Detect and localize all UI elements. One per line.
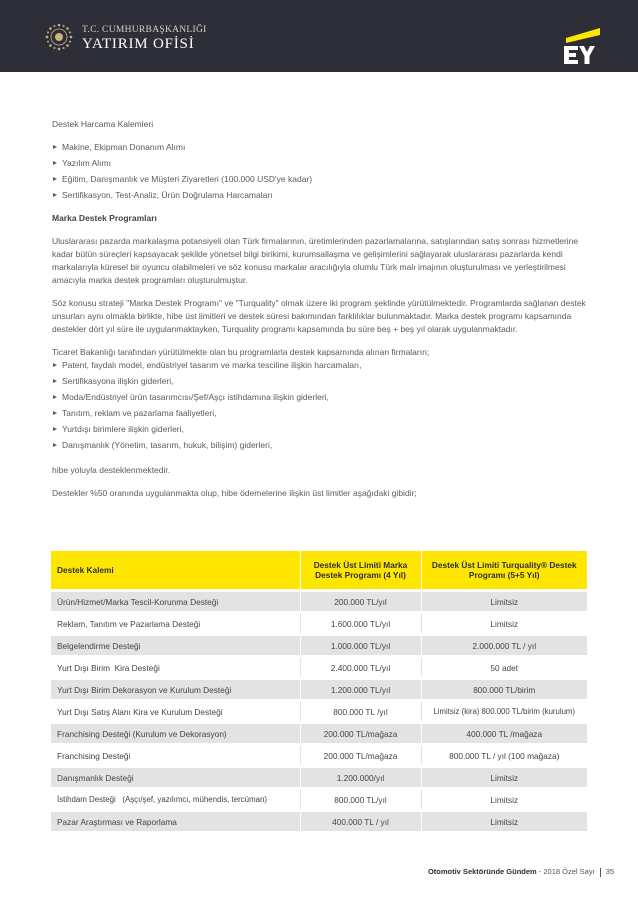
table-row [51, 657, 587, 679]
cell-turquality-limit: Limitsiz [421, 811, 587, 832]
cell-brand-limit: 400.000 TL / yıl [300, 811, 421, 832]
table-row [51, 679, 587, 701]
cell-support-item: Pazar Araştırması ve Raporlama [51, 811, 300, 832]
paragraph-strategy: Söz konusu strateji "Marka Destek Programı" ve "Turquality" olmak üzere iki program şeklinde yürütülmektedir. Programlarda sağlanan destek unsurları aynı olmakla birlikte, hibe üst limitleri ve destek süresi bakımından farklılıklar bulunmaktadır. Marka destek programı kapsamında destekler dört yıl süre ile uygulanmaktayken, Turquality programı kapsamında bu süre beş + beş yıl olarak uygulanmaktadır. [52, 298, 586, 334]
support-item: Patent, faydalı model, endüstriyel tasarım ve marka tesciline ilişkin harcamaları, [52, 359, 592, 372]
cell-support-item: Reklam, Tanıtım ve Pazarlama Desteği [51, 613, 300, 635]
expenses-title: Destek Harcama Kalemleri [52, 119, 154, 129]
footer-title: Otomotiv Sektöründe Gündem [427, 867, 537, 876]
page-number: 35 [605, 867, 614, 876]
paragraph-intro: Uluslararası pazarda markalaşma potansiyeli olan Türk firmalarının, üretimlerinden pazarlamalarına, satışlarından satış sonrası hizmetlerine kadar bütün süreçleri kapsayacak şekilde yönetsel bilgi birikimi, kurumsallaşma ve gelişimlerini sağlayarak uluslararası pazarlarda kendi markalarıyla küresel bir oyuncu olabilmeleri ve söz konusu markalar aracılığıyla olumlu Türk malı imajının oluşturulması ve yerleştirilmesi amacıyla marka destek programları oluşturulmuştur. [52, 236, 579, 285]
cell-brand-limit: 200.000 TL/mağaza [300, 745, 421, 767]
cell-turquality-limit: Limitsiz [421, 789, 587, 811]
cell-support-item: Yurt Dışı Birim Dekorasyon ve Kurulum Desteği [51, 679, 300, 701]
cell-brand-limit: 1.200.000 TL/yıl [300, 679, 421, 701]
table-row [51, 745, 587, 767]
table-row [51, 789, 587, 811]
cell-turquality-limit: Limitsiz [421, 767, 587, 789]
cell-brand-limit: 200.000 TL/yıl [300, 591, 421, 613]
cell-support-item: Ürün/Hizmet/Marka Tescil-Korunma Desteği [51, 591, 300, 613]
cell-turquality-limit: Limitsiz [421, 591, 587, 613]
cell-support-item: Yurt Dışı Birim Kira Desteği [51, 657, 300, 679]
footer-divider [600, 868, 601, 877]
table-header-row [51, 551, 587, 591]
table-row [51, 701, 587, 723]
cell-turquality-limit: 800.000 TL/birim [421, 679, 587, 701]
table-row [51, 613, 587, 635]
support-item: Sertifikasyona ilişkin giderleri, [52, 375, 592, 388]
table-row [51, 591, 587, 613]
cell-turquality-limit: 50 adet [421, 657, 587, 679]
support-item: Moda/Endüstriyel ürün tasarımcısı/Şef/Aşçı istihdamına ilişkin giderleri, [52, 391, 592, 404]
expense-item: Makine, Ekipman Donanım Alımı [52, 141, 592, 154]
cell-turquality-limit: 400.000 TL /mağaza [421, 723, 587, 745]
header-turquality-limit: Destek Üst Limiti Turquality® Destek Programı (5+5 Yıl) [421, 551, 587, 591]
expense-item: Yazılım Alımı [52, 157, 592, 170]
expense-item: Sertifikasyon, Test-Analiz, Ürün Doğrulama Harcamaları [52, 189, 592, 202]
page-footer [428, 867, 614, 877]
cell-support-item: İstihdam Desteği (Aşçı/şef, yazılımcı, mühendis, tercüman) [51, 789, 300, 811]
paragraph-limits: Destekler %50 oranında uygulanmakta olup, hibe ödemelerine ilişkin üst limitler aşağıdaki gibidir; [52, 488, 417, 498]
table-row [51, 811, 587, 832]
cell-brand-limit: 1.200.000/yıl [300, 767, 421, 789]
brand-programs-heading: Marka Destek Programları [52, 213, 157, 223]
expense-item: Eğitim, Danışmanlık ve Müşteri Ziyaretleri (100.000 USD'ye kadar) [52, 173, 592, 186]
paragraph-ministry: Ticaret Bakanlığı tarafından yürütülmekte olan bu programlarla destek kapsamında alınan firmaların; [52, 347, 430, 357]
header-support-item: Destek Kalemi [51, 551, 300, 591]
cell-turquality-limit: 800.000 TL / yıl (100 mağaza) [421, 745, 587, 767]
paragraph-grant: hibe yoluyla desteklenmektedir. [52, 465, 171, 475]
cell-support-item: Yurt Dışı Satış Alanı Kira ve Kurulum Desteği [51, 701, 300, 723]
cell-turquality-limit: Limitsiz (kira) 800.000 TL/birim (kurulum) [421, 701, 587, 723]
header-bar [0, 0, 638, 72]
support-limits-table [51, 551, 587, 831]
cell-brand-limit: 800.000 TL/yıl [300, 789, 421, 811]
cell-turquality-limit: 2.000.000 TL / yıl [421, 635, 587, 657]
support-item: Danışmanlık (Yönetim, tasarım, hukuk, bilişim) giderleri, [52, 439, 592, 452]
cell-brand-limit: 800.000 TL /yıl [300, 701, 421, 723]
table-row [51, 723, 587, 745]
cell-brand-limit: 1.600.000 TL/yıl [300, 613, 421, 635]
cell-turquality-limit: Limitsiz [421, 613, 587, 635]
table-row [51, 635, 587, 657]
cell-support-item: Franchising Desteği [51, 745, 300, 767]
table-row [51, 767, 587, 789]
ey-logo-icon [560, 26, 604, 66]
support-item: Tanıtım, reklam ve pazarlama faaliyetleri, [52, 407, 592, 420]
presidential-emblem-icon [44, 22, 74, 52]
cell-brand-limit: 200.000 TL/mağaza [300, 723, 421, 745]
cell-support-item: Belgelendirme Desteği [51, 635, 300, 657]
support-item: Yurtdışı birimlere ilişkin giderleri, [52, 423, 592, 436]
header-brand-limit: Destek Üst Limiti Marka Destek Programı (4 Yıl) [300, 551, 421, 591]
org-name-line1: T.C. CUMHURBAŞKANLIĞI [82, 25, 207, 35]
cell-brand-limit: 1.000.000 TL/yıl [300, 635, 421, 657]
cell-brand-limit: 2.400.000 TL/yıl [300, 657, 421, 679]
body-content [52, 118, 592, 500]
cell-support-item: Franchising Desteği (Kurulum ve Dekorasyon) [51, 723, 300, 745]
cell-support-item: Danışmanlık Desteği [51, 767, 300, 789]
org-name-line2: YATIRIM OFİSİ [82, 36, 195, 52]
footer-issue: - 2018 Özel Sayı [536, 867, 595, 876]
